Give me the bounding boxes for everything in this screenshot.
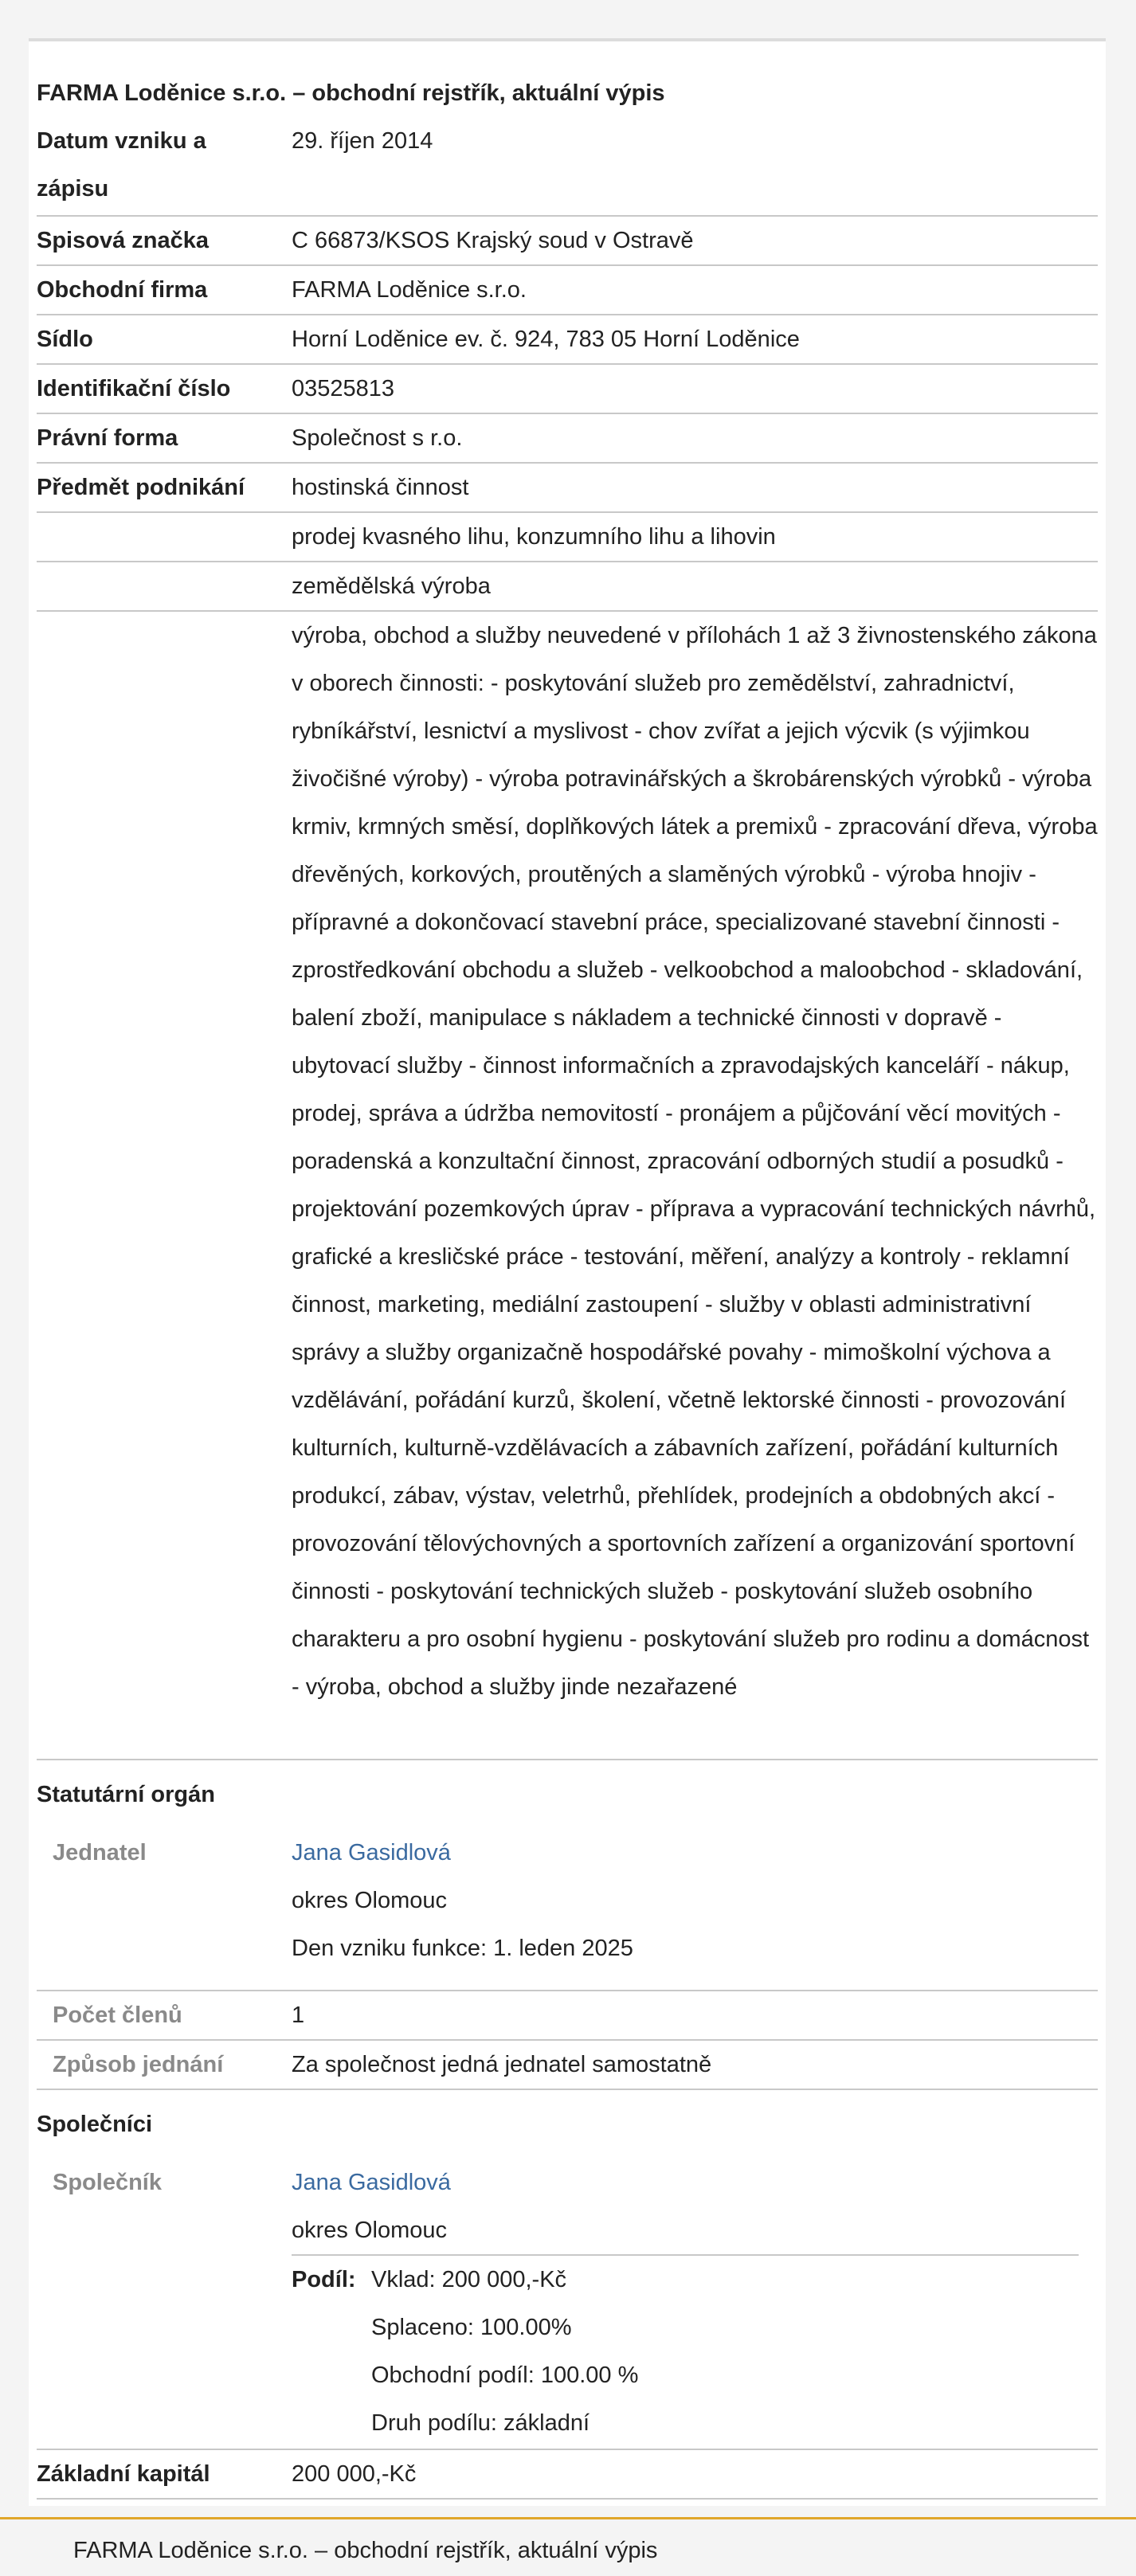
podil-druh: Druh podílu: základní [371,2410,590,2436]
row-value: Za společnost jedná jednatel samostatně [292,2052,712,2077]
row-value: hostinská činnost [292,475,469,500]
row-label: Obchodní firma [37,277,208,303]
row-value: 1 [292,2002,305,2028]
row-value: zemědělská výroba [292,574,491,599]
podil-block [292,2256,1098,2447]
person-okres: okres Olomouc [292,1888,448,1913]
row-predmet-1 [37,464,1098,513]
row-sidlo [37,315,1098,365]
row-pravni-forma [37,414,1098,464]
row-label: Základní kapitál [37,2461,210,2487]
person-link[interactable]: Jana Gasidlová [292,2170,451,2195]
row-sublabel: Jednatel [53,1840,147,1865]
page-footer: FARMA Loděnice s.r.o. – obchodní rejstřík, aktuální výpis [73,2538,658,2563]
row-sublabel: Způsob jednání [53,2052,224,2077]
row-pocet-clenu [37,1991,1098,2041]
row-value: 03525813 [292,376,395,401]
row-value: 29. říjen 2014 [292,128,433,154]
row-ico [37,365,1098,414]
podil-splaceno: Splaceno: 100.00% [371,2315,572,2340]
row-value: výroba, obchod a služby neuvedené v přílohách 1 až 3 živnostenského zákona v oborech činnosti: - poskytování služeb pro zemědělství, zahradnictví, rybníkářství, lesnictví a myslivost - chov zvířat a jejich výcvik (s výjimkou živočišné výroby) - výroba potravinářských a škrobárenských výrobků - výroba krmiv, krmných směsí, doplňkových látek a premixů - zpracování dřeva, výroba dřevěných, korkových, proutěných a slaměných výrobků - výroba hnojiv - přípravné a dokončovací stavební práce, specializované stavební činnosti - zprostředkování obchodu a služeb - velkoobchod a maloobchod - skladování, balení zboží, manipulace s nákladem a technické činnosti v dopravě - ubytovací služby - činnost informačních a zpravodajských kanceláří - nákup, prodej, správa a údržba nemovitostí - pronájem a půjčování věcí movitých - poradenská a konzultační činnost, zpracování odborných studií a posudků - projektování pozemkových úprav - příprava a vypracování technických návrhů, grafické a kresličské práce - testování, měření, analýzy a kontroly - reklamní činnost, marketing, mediální zastoupení - služby v oblasti administrativní správy a služby organizačně hospodářské povahy - mimoškolní výchova a vzdělávání, pořádání kurzů, školení, včetně lektorské činnosti - provozování kulturních, kulturně-vzdělávacích a zábavních zařízení, pořádání kulturních produkcí, zábav, výstav, veletrhů, přehlídek, prodejních a obdobných akcí - provozování tělovýchovných a sportovních zařízení a organizování sportovní činnosti - poskytování technických služeb - poskytování služeb osobního charakteru a pro osobní hygienu - poskytování služeb pro rodinu a domácnost - výroba, obchod a služby jinde nezařazené [292,623,1098,1700]
podil-label: Podíl: [292,2267,356,2292]
row-sublabel: Počet členů [53,2002,182,2028]
registry-extract-content [37,41,1098,2500]
row-spolecnik [37,2159,1098,2449]
row-value: prodej kvasného lihu, konzumního lihu a lihovin [292,524,776,550]
section-title-spolecnici: Společníci [37,2112,153,2137]
row-obchodni-firma [37,266,1098,315]
row-datum-vzniku [37,117,1098,217]
row-value: C 66873/KSOS Krajský soud v Ostravě [292,228,694,253]
section-title-statutarni: Statutární orgán [37,1782,215,1807]
row-predmet-4 [37,612,1098,1760]
row-label: Předmět podnikání [37,475,245,500]
row-value: Společnost s r.o. [292,425,463,451]
row-value: 200 000,-Kč [292,2461,417,2487]
person-okres: okres Olomouc [292,2218,448,2243]
row-jednatel [37,1829,1098,1990]
podil-obchodni: Obchodní podíl: 100.00 % [371,2363,639,2388]
row-label: Právní forma [37,425,178,451]
registry-extract-card [29,41,1106,2506]
footer-divider [0,2517,1136,2519]
row-spisova-znacka [37,217,1098,266]
row-predmet-2 [37,513,1098,562]
row-label: Spisová značka [37,228,209,253]
row-sublabel: Společník [53,2170,162,2195]
row-value: FARMA Loděnice s.r.o. [292,277,527,303]
row-value: Horní Loděnice ev. č. 924, 783 05 Horní Loděnice [292,327,800,352]
row-label: Identifikační číslo [37,376,231,401]
page-title: FARMA Loděnice s.r.o. – obchodní rejstřík, aktuální výpis [37,80,665,106]
row-label: Sídlo [37,327,93,352]
row-zpusob-jednani [37,2041,1098,2090]
row-label: Datum vzniku a zápisu [37,128,206,202]
row-predmet-3 [37,562,1098,612]
person-link[interactable]: Jana Gasidlová [292,1840,451,1865]
row-zakladni-kapital [37,2450,1098,2500]
podil-vklad: Vklad: 200 000,-Kč [371,2267,567,2292]
person-den-vzniku: Den vzniku funkce: 1. leden 2025 [292,1936,633,1961]
